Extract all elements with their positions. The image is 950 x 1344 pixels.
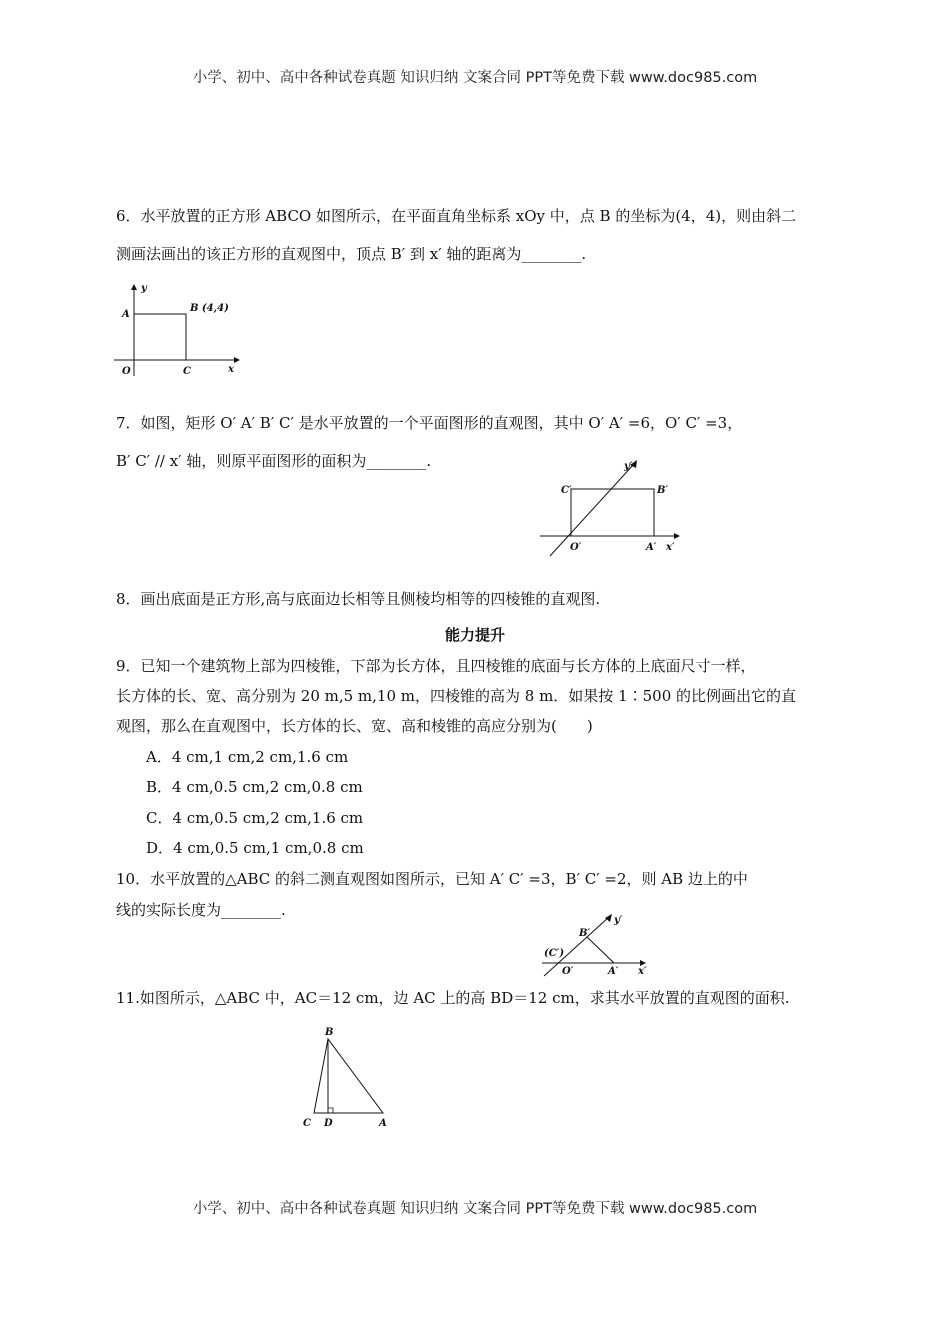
q11-label-a: A [379, 1118, 387, 1129]
q10-label-x: x′ [638, 966, 647, 977]
q7-label-c: C′ [561, 485, 572, 496]
q7-label-b: B′ [657, 485, 669, 496]
q7-text-line2: B′ C′ // x′ 轴，则原平面图形的面积为________. [116, 452, 432, 470]
q6-label-b: B (4,4) [190, 303, 229, 314]
q10-text-line1: 10．水平放置的△ABC 的斜二测直观图如图所示，已知 A′ C′ =3，B′ C′ =2，则 AB 边上的中 [116, 870, 748, 888]
q11-triangle [314, 1039, 383, 1113]
q11-label-b: B [325, 1027, 334, 1038]
page-footer: 小学、初中、高中各种试卷真题 知识归纳 文案合同 PPT等免费下载 www.doc985.com [192, 1201, 758, 1217]
q10-text-line2: 线的实际长度为________. [116, 901, 286, 919]
q11-figure-triangle [298, 1024, 398, 1136]
q6-text-line2: 测画法画出的该正方形的直观图中，顶点 B′ 到 x′ 轴的距离为________. [116, 245, 587, 263]
q10-label-y: y′ [614, 915, 623, 926]
q7-rectangle [571, 489, 654, 536]
q6-text-line1: 6．水平放置的正方形 ABCO 如图所示，在平面直角坐标系 xOy 中，点 B 的坐标为(4，4)，则由斜二 [116, 207, 797, 225]
q10-y-arrow [605, 914, 612, 922]
q10-triangle [587, 937, 614, 963]
q7-figure-rectangle [536, 456, 696, 560]
q7-x-arrow [674, 533, 680, 539]
q10-y-axis [544, 917, 609, 976]
q7-label-a: A′ [646, 542, 657, 553]
q10-label-a: A′ [608, 966, 619, 977]
q9-option-c: C．4 cm,0.5 cm,2 cm,1.6 cm [146, 809, 364, 827]
q9-option-d: D．4 cm,0.5 cm,1 cm,0.8 cm [146, 839, 364, 857]
q11-right-angle-mark [328, 1108, 333, 1113]
q6-square [134, 314, 186, 360]
q6-figure-square [108, 280, 248, 380]
q6-label-x: x [228, 364, 234, 375]
q9-option-b: B．4 cm,0.5 cm,2 cm,0.8 cm [146, 778, 363, 796]
q6-label-c: C [183, 366, 191, 377]
q7-label-x: x′ [666, 542, 675, 553]
q7-y-axis [550, 464, 634, 556]
q11-label-c: C [303, 1118, 311, 1129]
q8-text-line1: 8．画出底面是正方形,高与底面边长相等且侧棱均相等的四棱锥的直观图. [116, 590, 601, 608]
q9-option-a: A．4 cm,1 cm,2 cm,1.6 cm [146, 748, 349, 766]
q9-text-line3: 观图，那么在直观图中，长方体的长、宽、高和棱锥的高应分别为( ) [116, 717, 593, 735]
q7-label-y: y′ [624, 461, 633, 472]
q6-label-o: O [122, 366, 131, 377]
q10-label-o: O′ [562, 966, 574, 977]
q11-text-line1: 11.如图所示，△ABC 中，AC＝12 cm，边 AC 上的高 BD＝12 cm，求其水平放置的直观图的面积. [116, 989, 790, 1007]
q9-text-line1: 9．已知一个建筑物上部为四棱锥，下部为长方体，且四棱锥的底面与长方体的上底面尺寸一样， [116, 657, 756, 675]
q7-text-line1: 7．如图，矩形 O′ A′ B′ C′ 是水平放置的一个平面图形的直观图，其中 O′ A′ =6，O′ C′ =3， [116, 414, 743, 432]
q10-figure-triangle [536, 910, 656, 980]
page-header: 小学、初中、高中各种试卷真题 知识归纳 文案合同 PPT等免费下载 www.doc985.com [192, 70, 758, 86]
q10-label-c: (C′) [544, 948, 565, 959]
q6-label-y: y [141, 283, 147, 294]
q6-x-arrow [234, 357, 240, 363]
q11-label-d: D [324, 1118, 333, 1129]
section-title: 能力提升 [444, 626, 505, 644]
q10-label-b: B′ [579, 928, 591, 939]
q9-text-line2: 长方体的长、宽、高分别为 20 m,5 m,10 m，四棱锥的高为 8 m．如果按 1∶500 的比例画出它的直 [116, 687, 797, 705]
q7-label-o: O′ [570, 542, 582, 553]
q6-y-arrow [131, 284, 137, 290]
q6-label-a: A [122, 309, 130, 320]
